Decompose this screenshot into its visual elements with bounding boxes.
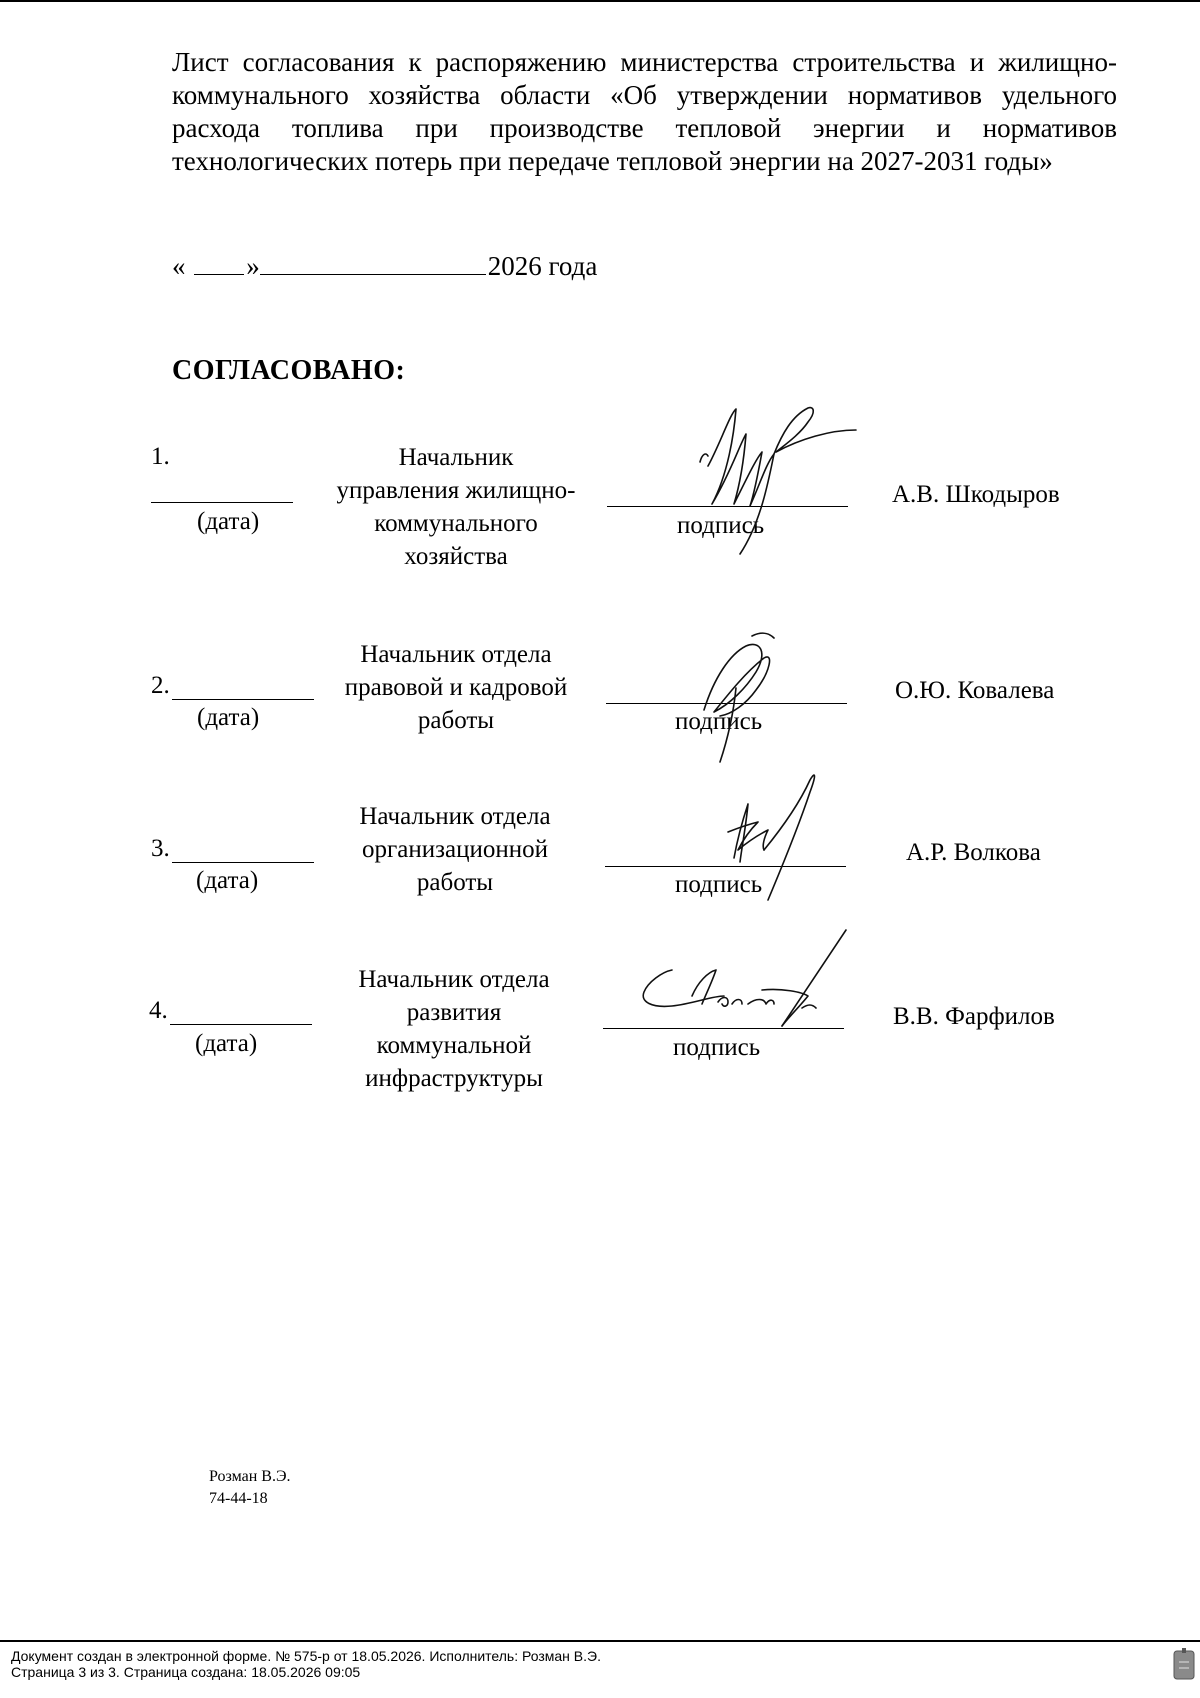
approver-number: 3. xyxy=(151,835,170,862)
footer-line-document: Документ создан в электронной форме. № 575-р от 18.05.2026. Исполнитель: Розман В.Э. xyxy=(11,1648,601,1664)
date-day-blank xyxy=(194,250,244,275)
date-caption: (дата) xyxy=(195,1030,258,1057)
footer-line-page: Страница 3 из 3. Страница создана: 18.05.2026 09:05 xyxy=(11,1664,361,1680)
executor-name: Розман В.Э. xyxy=(209,1468,291,1485)
document-title: Лист согласования к распоряжению министерства строительства и жилищно-коммунального хозяйства области «Об утверждении нормативов удельного расхода топлива при производстве тепловой энергии и нормативов технологических потерь при передаче тепловой энергии на 2027-2031 годы» xyxy=(172,47,1117,176)
signature-caption: подпись xyxy=(673,1034,761,1061)
approver-position: Начальник управления жилищно-коммунального хозяйства xyxy=(336,444,576,570)
approver-name: А.Р. Волкова xyxy=(906,839,1041,866)
date-year-text: 2026 года xyxy=(487,251,598,281)
approver-number: 1. xyxy=(151,443,170,470)
electronic-document-footer xyxy=(11,1648,601,1680)
footer-rule xyxy=(0,1640,1200,1642)
date-open-quote: « xyxy=(172,251,186,281)
signature-caption: подпись xyxy=(677,512,765,539)
date-blank-line xyxy=(172,699,314,700)
approver-name: А.В. Шкодыров xyxy=(892,481,1060,508)
document-date-line xyxy=(172,250,597,283)
executor-block xyxy=(209,1466,291,1510)
approver-number: 2. xyxy=(151,672,170,699)
date-blank-line xyxy=(172,862,314,863)
handwritten-signature xyxy=(690,628,790,768)
approver-position: Начальник отдела правовой и кадровой работы xyxy=(344,641,568,734)
handwritten-signature xyxy=(690,404,860,559)
date-caption: (дата) xyxy=(197,704,260,731)
date-caption: (дата) xyxy=(197,508,260,535)
signature-caption: подпись xyxy=(675,871,763,898)
handwritten-signature xyxy=(632,926,852,1036)
approver-position: Начальник отдела развития коммунальной инфраструктуры xyxy=(358,966,550,1092)
date-close-quote: » xyxy=(246,251,260,281)
approver-position: Начальник отдела организационной работы xyxy=(359,803,551,896)
approver-name: О.Ю. Ковалева xyxy=(895,677,1055,704)
approver-name: В.В. Фарфилов xyxy=(893,1003,1055,1030)
agreed-heading: СОГЛАСОВАНО: xyxy=(172,355,406,386)
signature-caption: подпись xyxy=(675,708,763,735)
date-caption: (дата) xyxy=(196,867,259,894)
executor-phone: 74-44-18 xyxy=(209,1490,268,1507)
date-blank-line xyxy=(151,502,293,503)
date-month-blank xyxy=(260,250,486,275)
page-top-border xyxy=(0,0,1200,2)
handwritten-signature xyxy=(724,766,834,906)
emblem-icon xyxy=(1173,1648,1195,1682)
approver-number: 4. xyxy=(149,997,168,1024)
date-blank-line xyxy=(170,1024,312,1025)
